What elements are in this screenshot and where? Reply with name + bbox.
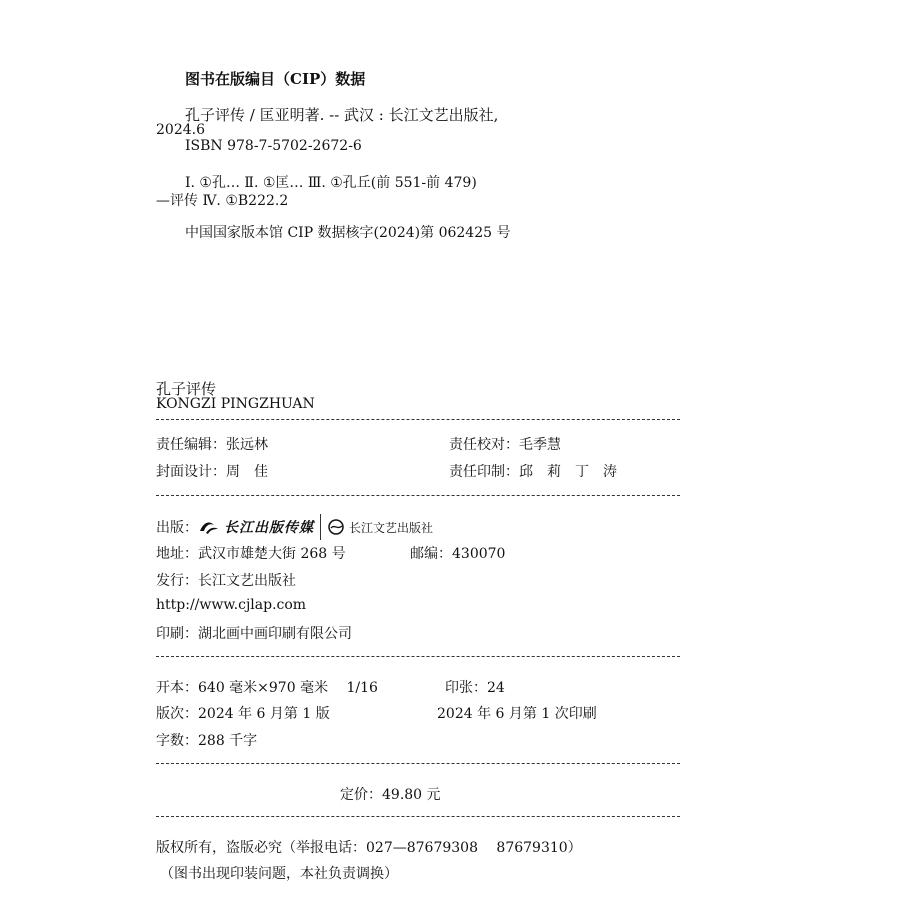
- spec-format: 开本：640 毫米×970 毫米 1/16: [156, 680, 378, 696]
- cip-classification-line-2: —评传 Ⅳ. ①B222.2: [156, 193, 289, 209]
- circle-logo-icon: [327, 518, 345, 536]
- divider: [156, 763, 680, 764]
- book-title-cn: 孔子评传: [156, 380, 217, 398]
- cip-classification-line: Ⅰ. ①孔… Ⅱ. ①匡… Ⅲ. ①孔丘(前 551-前 479): [185, 175, 477, 191]
- spec-sheets: 印张：24: [445, 680, 505, 696]
- spec-edition: 版次：2024 年 6 月第 1 版: [156, 706, 330, 722]
- copyright-notice: 版权所有，盗版必究（举报电话：027—87679308 87679310）: [156, 840, 582, 856]
- changjiang-media-logo: [198, 517, 314, 537]
- publisher-row: [156, 514, 433, 540]
- cip-bibliographic-line: 孔子评传 / 匡亚明著. -- 武汉 : 长江文艺出版社,: [185, 106, 499, 124]
- spec-word-count: 字数：288 千字: [156, 733, 258, 749]
- divider: [156, 656, 680, 657]
- credit-editor: 责任编辑：张远林: [156, 437, 268, 453]
- book-title-en: KONGZI PINGZHUAN: [156, 396, 315, 412]
- divider: [156, 419, 680, 420]
- cip-heading: 图书在版编目（CIP）数据: [185, 70, 366, 88]
- cip-pub-date: 2024.6: [156, 122, 205, 138]
- cip-core-number: 中国国家版本馆 CIP 数据核字(2024)第 062425 号: [185, 225, 511, 241]
- changjiang-arts-logo-text: 长江文艺出版社: [349, 520, 434, 535]
- changjiang-arts-logo: [327, 518, 433, 536]
- print-defect-notice: （图书出现印装问题，本社负责调换）: [160, 866, 398, 882]
- price: 定价：49.80 元: [340, 787, 441, 803]
- divider: [156, 495, 680, 496]
- wave-logo-icon: [198, 519, 220, 535]
- changjiang-media-logo-text: 长江出版传媒: [224, 520, 314, 536]
- credit-printing-supervisor: 责任印制：邱 莉 丁 涛: [449, 464, 617, 480]
- divider: [156, 816, 680, 817]
- publisher-address: 地址：武汉市雄楚大街 268 号: [156, 546, 346, 562]
- credit-cover-design: 封面设计：周 佳: [156, 464, 268, 480]
- publisher-distributor: 发行：长江文艺出版社: [156, 573, 296, 589]
- logo-separator: [320, 514, 321, 540]
- publisher-printer: 印刷：湖北画中画印刷有限公司: [156, 626, 352, 642]
- publisher-postcode: 邮编：430070: [410, 546, 506, 562]
- credit-proofreader: 责任校对：毛季慧: [449, 437, 561, 453]
- publisher-label: 出版：: [156, 520, 198, 536]
- publisher-url[interactable]: http://www.cjlap.com: [156, 597, 307, 613]
- cip-isbn: ISBN 978-7-5702-2672-6: [185, 138, 362, 154]
- spec-impression: 2024 年 6 月第 1 次印刷: [437, 706, 597, 722]
